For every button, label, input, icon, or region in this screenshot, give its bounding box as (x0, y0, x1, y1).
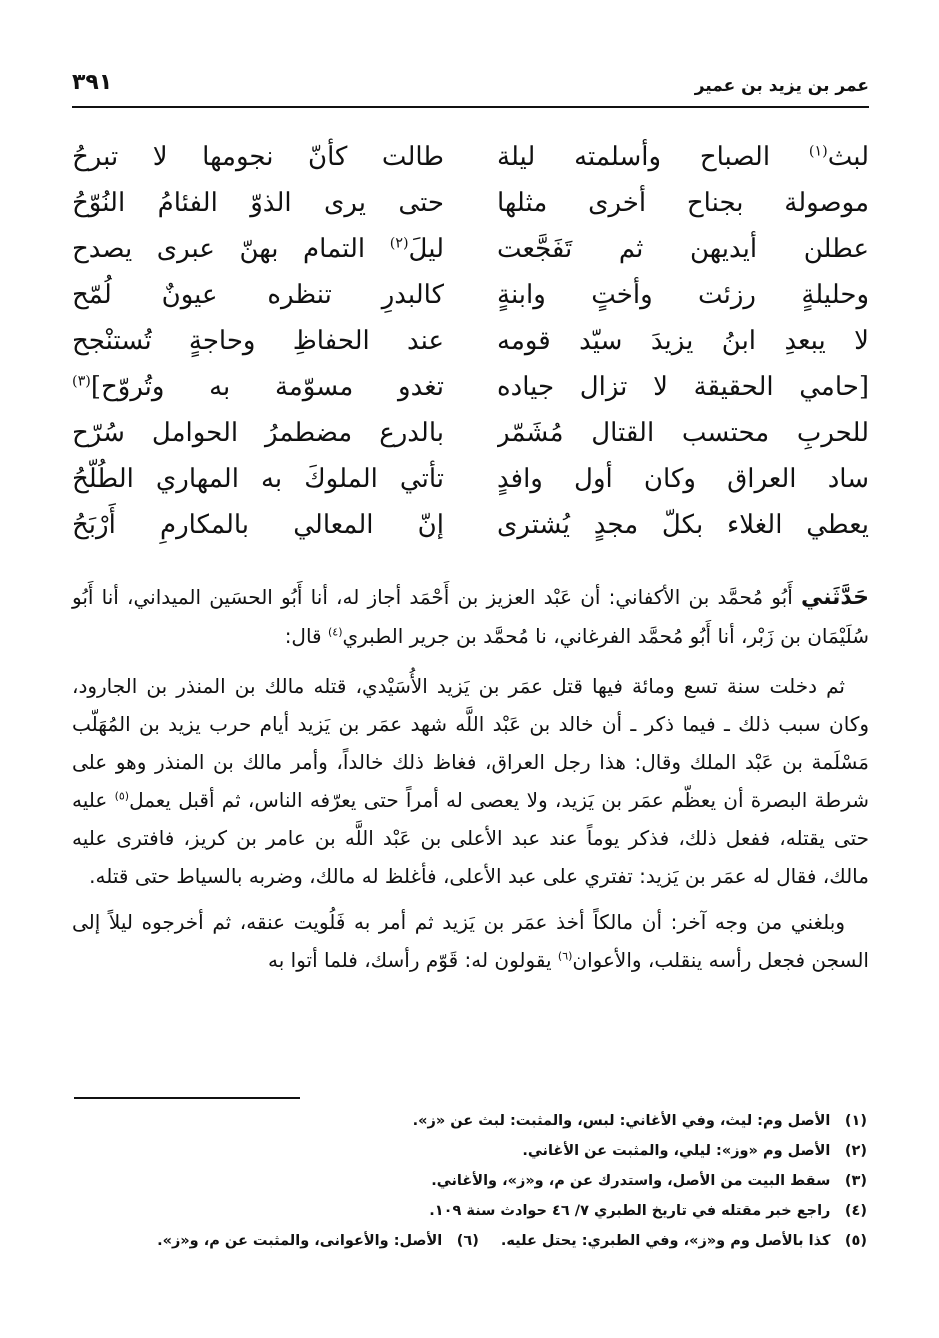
footnote (72, 1136, 867, 1166)
running-head (72, 66, 869, 108)
footnote-number: (٤) (844, 1203, 867, 1219)
poem-hemistich-right: عطلن أيديهن ثم تَفَجَّعت (497, 234, 869, 264)
poem-hemistich-right: موصولة بجناح أخرى مثلها (497, 188, 869, 218)
footnote-number: (٥) (844, 1233, 867, 1249)
footnote (72, 1196, 867, 1226)
poem-hemistich-right: للحربِ محتسب القتال مُشَمّر (497, 418, 869, 448)
footnote-number: (٦) (456, 1233, 479, 1249)
footnote-text: كذا بالأصل وم و«ز»، وفي الطبري: يحتل عليه. (500, 1233, 831, 1249)
footnote-text: الأصل وم: ليث، وفي الأغاني: لبس، والمثبت: لبث عن «ز». (412, 1113, 831, 1129)
poem-hemistich-right: يعطي الغلاء بكلّ مجدٍ يُشترى (497, 510, 869, 540)
running-title: عمر بن يزيد بن عمير (694, 76, 869, 96)
poem-hemistich-right: لا يبعدِ ابنُ يزيدَ سيّد قومه (497, 326, 869, 356)
poem-hemistich-left: ليلَ$^{(٢)}$ التمام بهنّ عبرى يصدح (72, 234, 444, 264)
footnote-text: سقط البيت من الأصل، واستدرك عن م، و«ز»، والأغاني. (431, 1173, 831, 1189)
poem-hemistich-right: لبث$^{(١)}$ الصباح وأسلمته ليلة (497, 142, 869, 172)
poem-hemistich-left: بالدرع مضطمرُ الحوامل سُرّح (72, 418, 444, 448)
footnotes (72, 1106, 867, 1256)
narrative-paragraph: ثم دخلت سنة تسع ومائة فيها قتل عمَر بن يَزيد الأُسَيْدي، قتله مالك بن المنذر بن الجارود، وكان سبب ذلك ـ فيما ذكر ـ أن خالد بن عَبْد اللَّه شهد عمَر بن يَزيد أيام حرب يزيد بن المُهَلّب مَسْلَمة بن عَبْد الملك وقال: هذا رجل العراق، فغاظ ذلك خالداً، وأمر مالك بن المنذر وهو على شرطة البصرة أن يعظّم عمَر بن يَزيد، ولا يعصى له أمراً حتى يعرّفه الناس، ثم أقبل يعمل$^{(٥)}$ عليه حتى يقتله، ففعل ذلك، فذكر يوماً عند عبد الأعلى بن عَبْد اللَّه بن عامر بن كريز، فافترى عليه مالك، فقال له عمَر بن يَزيد: تفتري على عبد الأعلى، فأغلظ له مالك، وضربه بالسياط حتى قتله. (72, 674, 869, 888)
page-number: ٣٩١ (72, 70, 113, 95)
footnote-separator (74, 1097, 300, 1099)
narrative-paragraph: وبلغني من وجه آخر: أن مالكاً أخذ عمَر بن يَزيد ثم أمر به فَلُويت عنقه، ثم أخرجوه ليلاً إلى السجن فجعل رأسه ينقلب، والأعوان$^{(٦)}$ يقولون له: قَوّم رأسك، فلما أتوا به (72, 910, 869, 972)
footnote-text: الأصل: والأعوانى، والمثبت عن م، و«ز». (157, 1233, 443, 1249)
footnote (72, 1106, 867, 1136)
footnote-number: (٢) (844, 1143, 867, 1159)
poem-hemistich-right: ساد العراق وكان أول وافدٍ (497, 464, 869, 494)
footnote-number: (٣) (844, 1173, 867, 1189)
poem-hemistich-right: وحليلةٍ رزئت وأختٍ وابنةٍ (497, 280, 869, 310)
poem-hemistich-left: إنّ المعالي بالمكارمِ أَرْبَحُ (72, 510, 444, 540)
footnote (72, 1226, 867, 1256)
poem-hemistich-left: كالبدرِ تنظره عيونٌ لُمّح (72, 280, 444, 310)
footnote-text: راجع خبر مقتله في تاريخ الطبري ٧/ ٤٦ حوادث سنة ١٠٩. (429, 1203, 831, 1219)
poem-hemistich-left: طالت كأنّ نجومها لا تبرحُ (72, 142, 444, 172)
poem-hemistich-left: عند الحفاظِ وحاجةٍ تُستنْجح (72, 326, 444, 356)
isnad-text: أَبُو مُحمَّد بن الأكفاني: أن عَبْد العزيز بن أَحْمَد أجاز له، أنا أَبُو الحسَين الميداني، أنا أَبُو سُلَيْمَان بن زَبْر، أنا أَبُو مُحمَّد الفرغاني، نا مُحمَّد بن جرير الطبري$^{(٤)}$ قال: (72, 585, 869, 648)
footnote-text: الأصل وم «وز»: ليلي، والمثبت عن الأغاني. (522, 1143, 831, 1159)
body-text (72, 578, 869, 987)
poem-hemistich-left: تأتي الملوكَ به المهاري الطُلّحُ (72, 464, 444, 494)
footnote-number: (١) (844, 1113, 867, 1129)
footnote (72, 1166, 867, 1196)
poem-hemistich-right: [حامي الحقيقة لا تزال جياده (497, 372, 869, 402)
poem (72, 134, 869, 554)
isnad-paragraph (72, 578, 869, 655)
poem-hemistich-left: حتى يرى الذوّ الفئامُ النُوّحُ (72, 188, 444, 218)
poem-hemistich-left: تغدو مسوّمة به وتُروّح]$^{(٣)}$ (72, 372, 444, 402)
isnad-lead-word: حَدَّثَني (800, 585, 869, 610)
